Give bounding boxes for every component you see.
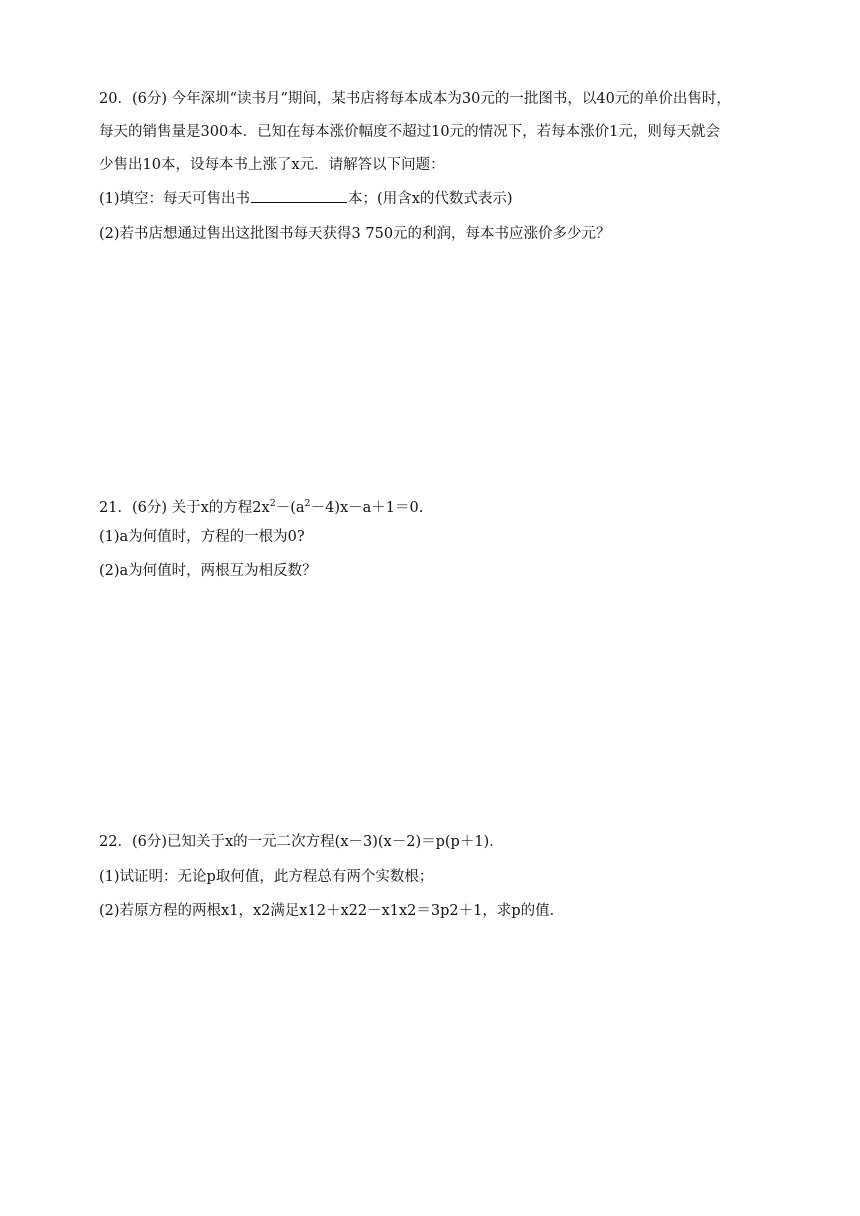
q20-part-1	[99, 188, 513, 209]
q21-part-1: (1)a为何值时，方程的一根为0?	[99, 529, 305, 545]
q20-part-1-after: 本；(用含x的代数式表示)	[348, 191, 513, 207]
q20-stem-line-2: 每天的销售量是300本．已知在每本涨价幅度不超过10元的情况下，若每本涨价1元，则每天就会	[99, 124, 720, 140]
q21-exponent-1: 2	[269, 498, 276, 509]
q22-stem: 22．(6分)已知关于x的一元二次方程(x－3)(x－2)＝p(p＋1)．	[99, 834, 504, 850]
q21-stem-b: －(a	[275, 500, 305, 516]
q21-part-2: (2)a为何值时，两根互为相反数？	[99, 563, 317, 579]
q20-stem-line-1: 20．(6分) 今年深圳“读书月”期间，某书店将每本成本为30元的一批图书，以40元的单价出售时，	[99, 91, 731, 107]
answer-blank[interactable]	[251, 188, 347, 203]
q20-stem-line-3: 少售出10本，设每本书上涨了x元．请解答以下问题：	[99, 157, 445, 173]
q20-part-1-before: (1)填空：每天可售出书	[99, 191, 251, 207]
q22-part-1: (1)试证明：无论p取何值，此方程总有两个实数根；	[99, 869, 434, 885]
q22-part-2: (2)若原方程的两根x1，x2满足x12＋x22－x1x2＝3p2＋1，求p的值．	[99, 903, 565, 919]
q21-stem	[99, 494, 423, 518]
q21-stem-a: 21．(6分) 关于x的方程2x	[99, 500, 270, 516]
q21-stem-c: －4)x－a＋1＝0.	[310, 500, 424, 516]
q21-exponent-2: 2	[304, 498, 311, 509]
q20-part-2: (2)若书店想通过售出这批图书每天获得3 750元的利润，每本书应涨价多少元？	[99, 226, 611, 242]
